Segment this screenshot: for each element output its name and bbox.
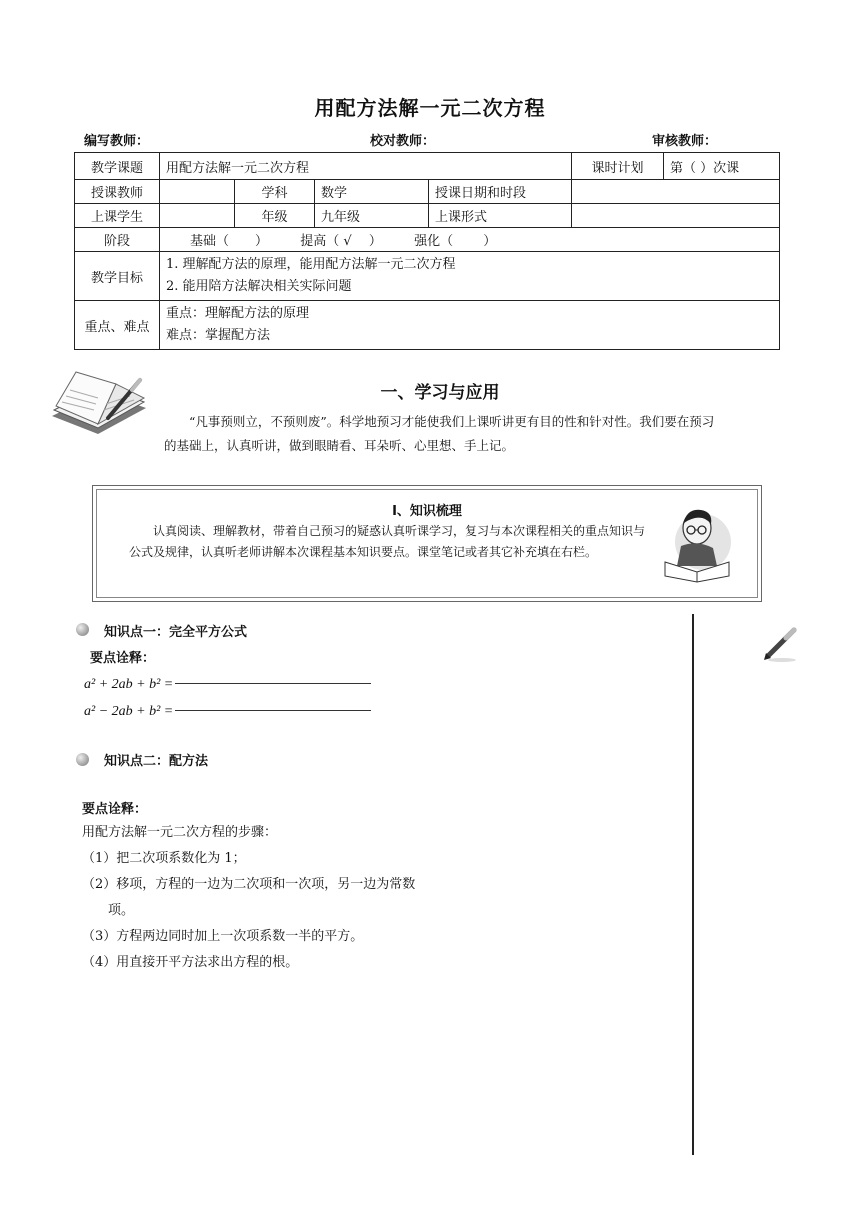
difficult-point: 难点：掌握配方法 bbox=[166, 328, 271, 343]
point1-subtitle: 要点诠释： bbox=[90, 651, 156, 666]
step-item: （1）把二次项系数化为 1； bbox=[82, 851, 246, 866]
table-row bbox=[75, 252, 780, 301]
grade-value: 九年级 bbox=[315, 204, 429, 228]
form-label: 上课形式 bbox=[429, 204, 572, 228]
teacher-value bbox=[160, 180, 235, 204]
reader-icon bbox=[659, 502, 737, 584]
goal-item: 2. 能用陪方法解决相关实际问题 bbox=[166, 279, 352, 294]
stage-label: 阶段 bbox=[75, 228, 160, 252]
table-row bbox=[75, 153, 780, 180]
proofreader-label: 校对教师： bbox=[370, 134, 436, 149]
date-value bbox=[572, 180, 780, 204]
formula-row bbox=[84, 677, 371, 693]
author-label: 编写教师： bbox=[84, 134, 150, 149]
steps-list bbox=[82, 820, 502, 976]
knowledge-box bbox=[92, 485, 762, 602]
lesson-info-table bbox=[74, 152, 780, 350]
section-intro: “凡事预则立，不预则废”。科学地预习才能使我们上课听讲更有目的性和针对性。我们要在预习的基础上，认真听讲，做到眼睛看、耳朵听、心里想、手上记。 bbox=[164, 414, 715, 453]
plan-value: 第（ ）次课 bbox=[664, 153, 780, 180]
bullet-icon bbox=[76, 753, 89, 766]
key-cell bbox=[160, 301, 780, 350]
key-label: 重点、难点 bbox=[75, 301, 160, 350]
key-point: 重点：理解配方法的原理 bbox=[166, 306, 310, 321]
point1-title: 知识点一：完全平方公式 bbox=[104, 625, 248, 640]
section-title: 一、学习与应用 bbox=[380, 383, 500, 403]
point2-title: 知识点二：配方法 bbox=[104, 754, 209, 769]
bullet-icon bbox=[76, 623, 89, 636]
teacher-label: 授课教师 bbox=[75, 180, 160, 204]
page-title: 用配方法解一元二次方程 bbox=[314, 96, 546, 120]
formula-minus: a² − 2ab + b² = bbox=[84, 704, 174, 719]
formula-row bbox=[84, 704, 371, 720]
table-row bbox=[75, 180, 780, 204]
answer-blank bbox=[175, 710, 371, 711]
knowledge-box-title: Ⅰ、知识梳理 bbox=[392, 504, 462, 519]
stage-improve: 提高（ √ ） bbox=[300, 234, 382, 249]
plan-label: 课时计划 bbox=[572, 153, 664, 180]
topic-label: 教学课题 bbox=[75, 153, 160, 180]
form-value bbox=[572, 204, 780, 228]
topic-value: 用配方法解一元二次方程 bbox=[160, 153, 572, 180]
step-item: （3）方程两边同时加上一次项系数一半的平方。 bbox=[82, 929, 364, 944]
subject-label: 学科 bbox=[235, 180, 315, 204]
notes-divider bbox=[692, 614, 694, 1155]
student-label: 上课学生 bbox=[75, 204, 160, 228]
table-row bbox=[75, 228, 780, 252]
stage-basic: 基础（ ） bbox=[190, 234, 269, 249]
goals-label: 教学目标 bbox=[75, 252, 160, 301]
goals-cell bbox=[160, 252, 780, 301]
answer-blank bbox=[175, 683, 371, 684]
step-item: （2）移项，方程的一边为二次项和一次项，另一边为常数 bbox=[82, 877, 416, 892]
table-row bbox=[75, 204, 780, 228]
table-row bbox=[75, 301, 780, 350]
goal-item: 1. 理解配方法的原理，能用配方法解一元二次方程 bbox=[166, 257, 456, 272]
date-label: 授课日期和时段 bbox=[429, 180, 572, 204]
subject-value: 数学 bbox=[315, 180, 429, 204]
formula-plus: a² + 2ab + b² = bbox=[84, 677, 174, 692]
step-item: （4）用直接开平方法求出方程的根。 bbox=[82, 955, 299, 970]
grade-label: 年级 bbox=[235, 204, 315, 228]
stage-options bbox=[160, 228, 780, 252]
reviewer-label: 审核教师： bbox=[652, 134, 718, 149]
student-value bbox=[160, 204, 235, 228]
point2-subtitle: 要点诠释： bbox=[82, 802, 148, 817]
stage-strengthen: 强化（ ） bbox=[414, 234, 497, 249]
step-item-continued: 项。 bbox=[108, 903, 135, 918]
steps-intro: 用配方法解一元二次方程的步骤： bbox=[82, 825, 278, 840]
pen-icon bbox=[760, 624, 800, 664]
knowledge-box-body: 认真阅读、理解教材，带着自己预习的疑惑认真听课学习，复习与本次课程相关的重点知识与公式及规律，认真听老师讲解本次课程基本知识要点。课堂笔记或者其它补充填在右栏。 bbox=[129, 524, 646, 559]
